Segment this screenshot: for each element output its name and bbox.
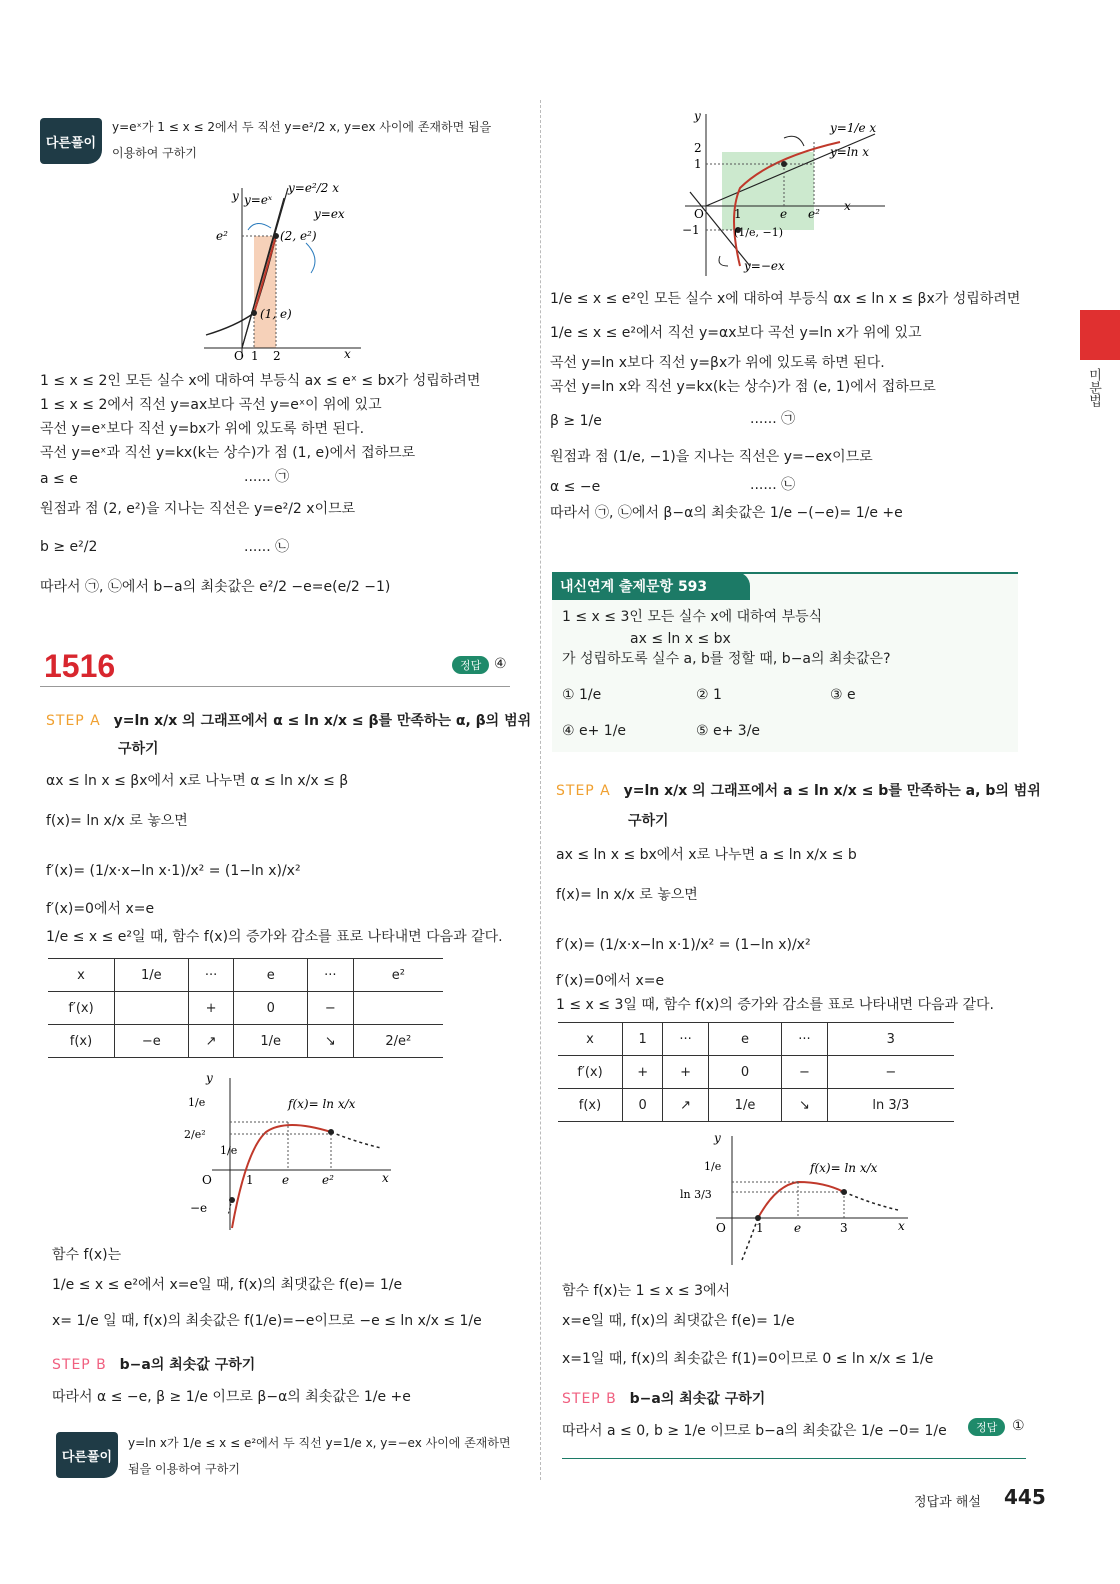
table-cell: ↘ — [308, 1025, 354, 1058]
table-cell: 0 — [234, 992, 308, 1025]
graph-label: e — [794, 1221, 802, 1235]
table-cell: f′(x) — [48, 992, 115, 1025]
graph-label: 1 — [246, 1173, 254, 1187]
graph-label: O — [234, 349, 244, 363]
table-cell: ↗ — [663, 1089, 708, 1122]
table-cell: e² — [353, 959, 443, 992]
graph-label: 2 — [694, 141, 702, 155]
step-a-title-cont: 구하기 — [628, 813, 669, 829]
table-cell: − — [827, 1056, 954, 1089]
answer-badge: 정답 — [968, 1418, 1005, 1436]
solution-line: 1 ≤ x ≤ 3일 때, 함수 f(x)의 증가와 감소를 표로 나타내면 다음과 같다. — [556, 997, 994, 1013]
graph-label: y=1/e x — [830, 121, 877, 135]
solution-line: f′(x)= (1/x·x−ln x·1)/x² = (1−ln x)/x² — [46, 863, 301, 879]
table-cell: f(x) — [558, 1089, 623, 1122]
table-cell: ··· — [782, 1023, 827, 1056]
choice-item[interactable]: ① 1/e — [562, 687, 602, 703]
graph-lnx — [680, 106, 890, 282]
equation-mark: ...... ㉡ — [244, 539, 290, 555]
footer-label: 정답과 해설 — [914, 1495, 981, 1510]
graph-label: e — [780, 207, 788, 221]
graph-label: 1 — [734, 207, 742, 221]
table-cell: 1/e — [115, 959, 189, 992]
answer-value: ① — [1012, 1418, 1025, 1434]
graph-label: y — [694, 109, 701, 123]
graph-label: O — [694, 207, 704, 221]
solution-line: 함수 f(x)는 — [52, 1247, 122, 1263]
solution-line: f′(x)=0에서 x=e — [46, 901, 155, 917]
solution-line: x=1일 때, f(x)의 최솟값은 f(1)=0이므로 0 ≤ ln x/x ≤ 1/e — [562, 1351, 934, 1367]
alt-solution-text: 됨을 이용하여 구하기 — [128, 1462, 240, 1476]
graph-label: 2/e² — [184, 1128, 206, 1141]
graph-label: −1 — [682, 223, 700, 237]
graph-label: O — [716, 1221, 726, 1235]
solution-line: f′(x)=0에서 x=e — [556, 973, 665, 989]
graph-label: 2 — [273, 349, 281, 363]
graph-label: e² — [808, 207, 820, 221]
step-b-label: STEP B — [52, 1357, 107, 1373]
problem-rule — [40, 686, 510, 687]
graph-label: ln 3/3 — [680, 1188, 712, 1201]
solution-line: b ≥ e²/2 — [40, 539, 98, 555]
table-cell: + — [663, 1056, 708, 1089]
column-divider — [540, 100, 541, 1480]
table-cell — [115, 992, 189, 1025]
graph-label: x — [344, 347, 351, 361]
solution-line: ax ≤ ln x ≤ bx에서 x로 나누면 a ≤ ln x/x ≤ b — [556, 847, 857, 863]
table-cell: x — [558, 1023, 623, 1056]
table-cell: ↘ — [782, 1089, 827, 1122]
solution-line: 1/e ≤ x ≤ e²일 때, 함수 f(x)의 증가와 감소를 표로 나타내면 다음과 같다. — [46, 929, 503, 945]
step-b-title: b−a의 최솟값 구하기 — [119, 1357, 256, 1373]
graph-label: e² — [322, 1173, 334, 1187]
question-line: 1 ≤ x ≤ 3인 모든 실수 x에 대하여 부등식 — [562, 609, 823, 625]
solution-line: 곡선 y=eˣ보다 직선 y=bx가 위에 있도록 하면 된다. — [40, 421, 365, 437]
table-cell: 0 — [623, 1089, 663, 1122]
step-b-heading — [52, 1354, 255, 1374]
graph-label: y=e²/2 x — [288, 181, 340, 195]
section-rule — [562, 1458, 1026, 1459]
graph-label: 1 — [694, 157, 702, 171]
solution-line: 1/e ≤ x ≤ e²에서 x=e일 때, f(x)의 최댓값은 f(e)= 1/e — [52, 1277, 403, 1293]
graph-label: 1/e — [704, 1160, 722, 1173]
step-a-label: STEP A — [556, 783, 611, 799]
step-a-title-cont: 구하기 — [118, 741, 159, 757]
chapter-side-tab[interactable] — [1080, 310, 1120, 360]
solution-line: a ≤ e — [40, 471, 78, 487]
graph-label: e — [282, 1173, 290, 1187]
step-a-title: y=ln x/x 의 그래프에서 a ≤ ln x/x ≤ b를 만족하는 a, b의 범위 — [623, 783, 1041, 799]
graph-label: y=−ex — [744, 259, 785, 273]
graph-label: 1/e — [188, 1096, 206, 1109]
table-cell: − — [782, 1056, 827, 1089]
choice-item[interactable]: ④ e+ 1/e — [562, 723, 627, 739]
step-a-heading — [46, 710, 531, 730]
table-cell: e — [234, 959, 308, 992]
table-cell: ln 3/3 — [827, 1089, 954, 1122]
solution-line: f(x)= ln x/x 로 놓으면 — [46, 813, 188, 829]
choice-item[interactable]: ③ e — [830, 687, 856, 703]
solution-line: αx ≤ ln x ≤ βx에서 x로 나누면 α ≤ ln x/x ≤ β — [46, 773, 349, 789]
graph-label: −e — [190, 1201, 208, 1215]
chapter-side-label: 미분법 — [1086, 368, 1101, 407]
graph-label: y=ln x — [830, 145, 869, 159]
table-cell: − — [308, 992, 354, 1025]
link-problem-bar: 내신연계 출제문항 593 — [552, 572, 750, 600]
solution-line: 따라서 ㉠, ㉡에서 b−a의 최솟값은 e²/2 −e=e(e/2 −1) — [40, 579, 391, 595]
table-cell: e — [708, 1023, 781, 1056]
solution-line: 1 ≤ x ≤ 2에서 직선 y=ax보다 곡선 y=eˣ이 위에 있고 — [40, 397, 382, 413]
equation-mark: ...... ㉠ — [244, 469, 290, 485]
choice-item[interactable]: ⑤ e+ 3/e — [696, 723, 761, 739]
solution-line: 1 ≤ x ≤ 2인 모든 실수 x에 대하여 부등식 ax ≤ eˣ ≤ bx가 성립하려면 — [40, 373, 481, 389]
solution-line: 곡선 y=ln x와 직선 y=kx(k는 상수)가 점 (e, 1)에서 접하므로 — [550, 379, 936, 395]
solution-line: 따라서 ㉠, ㉡에서 β−α의 최솟값은 1/e −(−e)= 1/e +e — [550, 505, 903, 521]
table-cell: ··· — [308, 959, 354, 992]
solution-line: β ≥ 1/e — [550, 413, 602, 429]
table-cell: 0 — [708, 1056, 781, 1089]
solution-line: 원점과 점 (1/e, −1)을 지나는 직선은 y=−ex이므로 — [550, 449, 873, 465]
solution-line: 곡선 y=ln x보다 직선 y=βx가 위에 있도록 하면 된다. — [550, 355, 885, 371]
table-cell: 3 — [827, 1023, 954, 1056]
graph-label: 3 — [840, 1221, 848, 1235]
graph-label: y — [714, 1131, 721, 1145]
table-cell: f(x) — [48, 1025, 115, 1058]
graph-label: O — [202, 1173, 212, 1187]
graph-label: 1/e — [220, 1144, 238, 1157]
graph-label: f(x)= ln x/x — [288, 1097, 356, 1111]
graph-label: x — [382, 1171, 389, 1185]
table-cell: −e — [115, 1025, 189, 1058]
table-cell: ↗ — [188, 1025, 234, 1058]
solution-line: 따라서 α ≤ −e, β ≥ 1/e 이므로 β−α의 최솟값은 1/e +e — [52, 1389, 411, 1405]
graph-label: y — [232, 189, 239, 203]
solution-line: 함수 f(x)는 1 ≤ x ≤ 3에서 — [562, 1283, 731, 1299]
answer-badge: 정답 — [452, 656, 489, 674]
solution-line: 곡선 y=eˣ과 직선 y=kx(k는 상수)가 점 (1, e)에서 접하므로 — [40, 445, 416, 461]
table-cell: + — [623, 1056, 663, 1089]
step-a-heading — [556, 780, 1041, 800]
solution-line: f(x)= ln x/x 로 놓으면 — [556, 887, 698, 903]
table-cell: 1 — [623, 1023, 663, 1056]
solution-line: 1/e ≤ x ≤ e²에서 직선 y=αx보다 곡선 y=ln x가 위에 있고 — [550, 325, 922, 341]
graph-label: x — [844, 199, 851, 213]
table-cell: ··· — [188, 959, 234, 992]
step-b-heading — [562, 1388, 765, 1408]
graph-lnx-over-x-right — [676, 1130, 916, 1270]
graph-label: y=ex — [314, 207, 345, 221]
solution-line: x= 1/e 일 때, f(x)의 최솟값은 f(1/e)=−e이므로 −e ≤ ln x/x ≤ 1/e — [52, 1313, 482, 1329]
step-a-title: y=ln x/x 의 그래프에서 α ≤ ln x/x ≤ β를 만족하는 α, β의 범위 — [113, 713, 532, 729]
alt-solution-tag: 다른풀이 — [40, 118, 102, 164]
solution-line: x=e일 때, f(x)의 최댓값은 f(e)= 1/e — [562, 1313, 795, 1329]
table-cell: f′(x) — [558, 1056, 623, 1089]
question-line: 가 성립하도록 실수 a, b를 정할 때, b−a의 최솟값은? — [562, 651, 891, 667]
choice-item[interactable]: ② 1 — [696, 687, 722, 703]
graph-label: (1, e) — [260, 307, 292, 321]
table-cell: ··· — [663, 1023, 708, 1056]
graph-label: (1/e, −1) — [734, 226, 784, 239]
step-a-label: STEP A — [46, 713, 101, 729]
answer-value: ④ — [494, 656, 507, 672]
problem-number: 1516 — [44, 648, 116, 684]
table-cell — [353, 992, 443, 1025]
graph-exp — [196, 178, 366, 363]
solution-line: 따라서 a ≤ 0, b ≥ 1/e 이므로 b−a의 최솟값은 1/e −0= 1/e — [562, 1423, 947, 1439]
equation-mark: ...... ㉠ — [750, 411, 796, 427]
solution-line: 1/e ≤ x ≤ e²인 모든 실수 x에 대하여 부등식 αx ≤ ln x ≤ βx가 성립하려면 — [550, 291, 1021, 307]
graph-lnx-over-x-left — [176, 1070, 406, 1240]
graph-label: x — [898, 1219, 905, 1233]
equation-mark: ...... ㉡ — [750, 477, 796, 493]
graph-label: 1 — [756, 1221, 764, 1235]
alt-solution-text: 이용하여 구하기 — [112, 146, 197, 160]
variation-table — [558, 1022, 954, 1122]
table-cell: x — [48, 959, 115, 992]
variation-table — [48, 958, 443, 1058]
question-line: ax ≤ ln x ≤ bx — [630, 631, 731, 647]
graph-label: y — [206, 1071, 213, 1085]
table-cell: 1/e — [234, 1025, 308, 1058]
solution-line: f′(x)= (1/x·x−ln x·1)/x² = (1−ln x)/x² — [556, 937, 811, 953]
table-cell: 1/e — [708, 1089, 781, 1122]
step-b-label: STEP B — [562, 1391, 617, 1407]
table-cell: 2/e² — [353, 1025, 443, 1058]
table-cell: + — [188, 992, 234, 1025]
graph-label: 1 — [251, 349, 259, 363]
alt-solution-text: y=ln x가 1/e ≤ x ≤ e²에서 두 직선 y=1/e x, y=−ex 사이에 존재하면 — [128, 1436, 511, 1450]
graph-label: f(x)= ln x/x — [810, 1161, 878, 1175]
alt-solution-text: y=eˣ가 1 ≤ x ≤ 2에서 두 직선 y=e²/2 x, y=ex 사이에 존재하면 됨을 — [112, 120, 492, 134]
solution-line: 원점과 점 (2, e²)을 지나는 직선은 y=e²/2 x이므로 — [40, 501, 356, 517]
graph-label: e² — [216, 229, 228, 243]
graph-label: (2, e²) — [280, 229, 317, 243]
alt-solution-tag: 다른풀이 — [56, 1432, 118, 1478]
graph-label: y=eˣ — [244, 193, 273, 207]
solution-line: α ≤ −e — [550, 479, 601, 495]
step-b-title: b−a의 최솟값 구하기 — [629, 1391, 766, 1407]
page-number: 445 — [1004, 1485, 1046, 1509]
